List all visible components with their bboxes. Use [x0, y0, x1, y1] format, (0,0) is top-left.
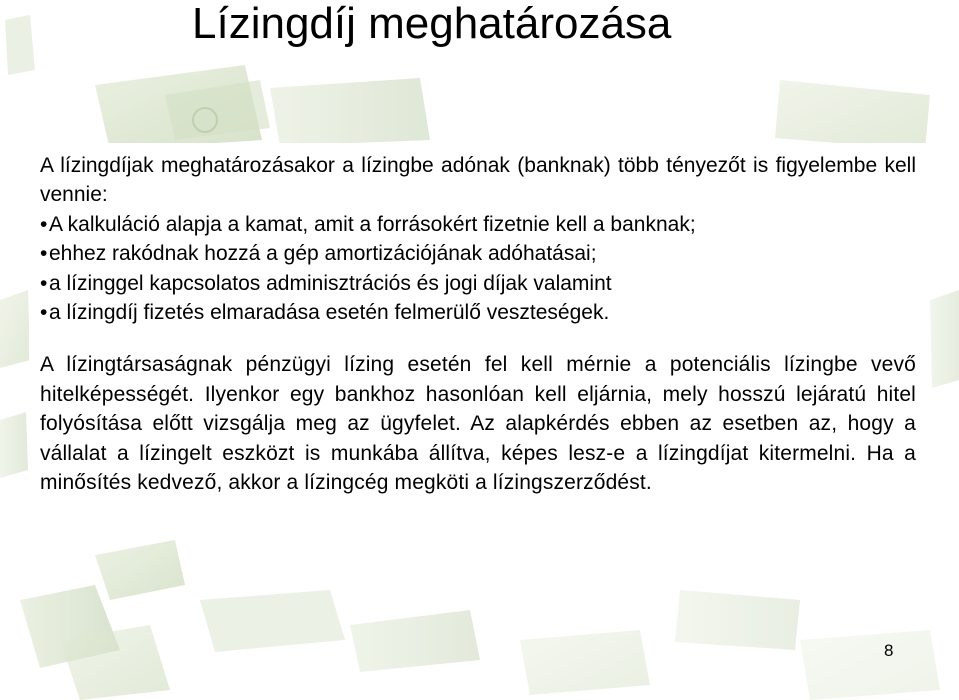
slide-title: Lízingdíj meghatározása: [192, 0, 672, 48]
bullet-icon: •: [40, 212, 48, 236]
credit-assessment-paragraph: A lízingtársaságnak pénzügyi lízing esetén fel kell mérnie a potenciális lízingbe vevő hitelképességét. Ilyenkor egy bankhoz hasonlóan kell eljárnia, mely hosszú lejáratú hitel folyósítása előtt vizsgálja meg az ügyfelet. Az alapkérdés ebben az esetben az, hogy a vállalat a lízingelt eszközt is munkába állítva, képes lesz-e a lízingdíjat kitermelni. Ha a minősítés kedvező, akkor a lízingcég megköti a lízingszerződést.: [40, 353, 916, 495]
bullet-icon: •: [40, 301, 48, 325]
list-item-text: a lízingdíj fizetés elmaradása esetén felmerülő veszteségek.: [49, 301, 610, 325]
content-box: [29, 143, 927, 527]
factor-list: [40, 210, 916, 328]
bullet-icon: •: [40, 271, 48, 295]
list-item-text: A kalkuláció alapja a kamat, amit a forrásokért fizetnie kell a banknak;: [49, 212, 696, 236]
list-item-text: a lízinggel kapcsolatos adminisztrációs és jogi díjak valamint: [49, 271, 612, 295]
list-item: [40, 298, 916, 327]
list-item: [40, 269, 916, 298]
list-item-text: ehhez rakódnak hozzá a gép amortizációjának adóhatásai;: [49, 242, 597, 266]
bullet-icon: •: [40, 242, 48, 266]
list-item: [40, 239, 916, 268]
list-item: [40, 210, 916, 239]
intro-text: A lízingdíjak meghatározásakor a lízingbe adónak (banknak) több tényezőt is figyelembe kell vennie:: [40, 154, 916, 207]
page-number: 8: [884, 641, 894, 660]
